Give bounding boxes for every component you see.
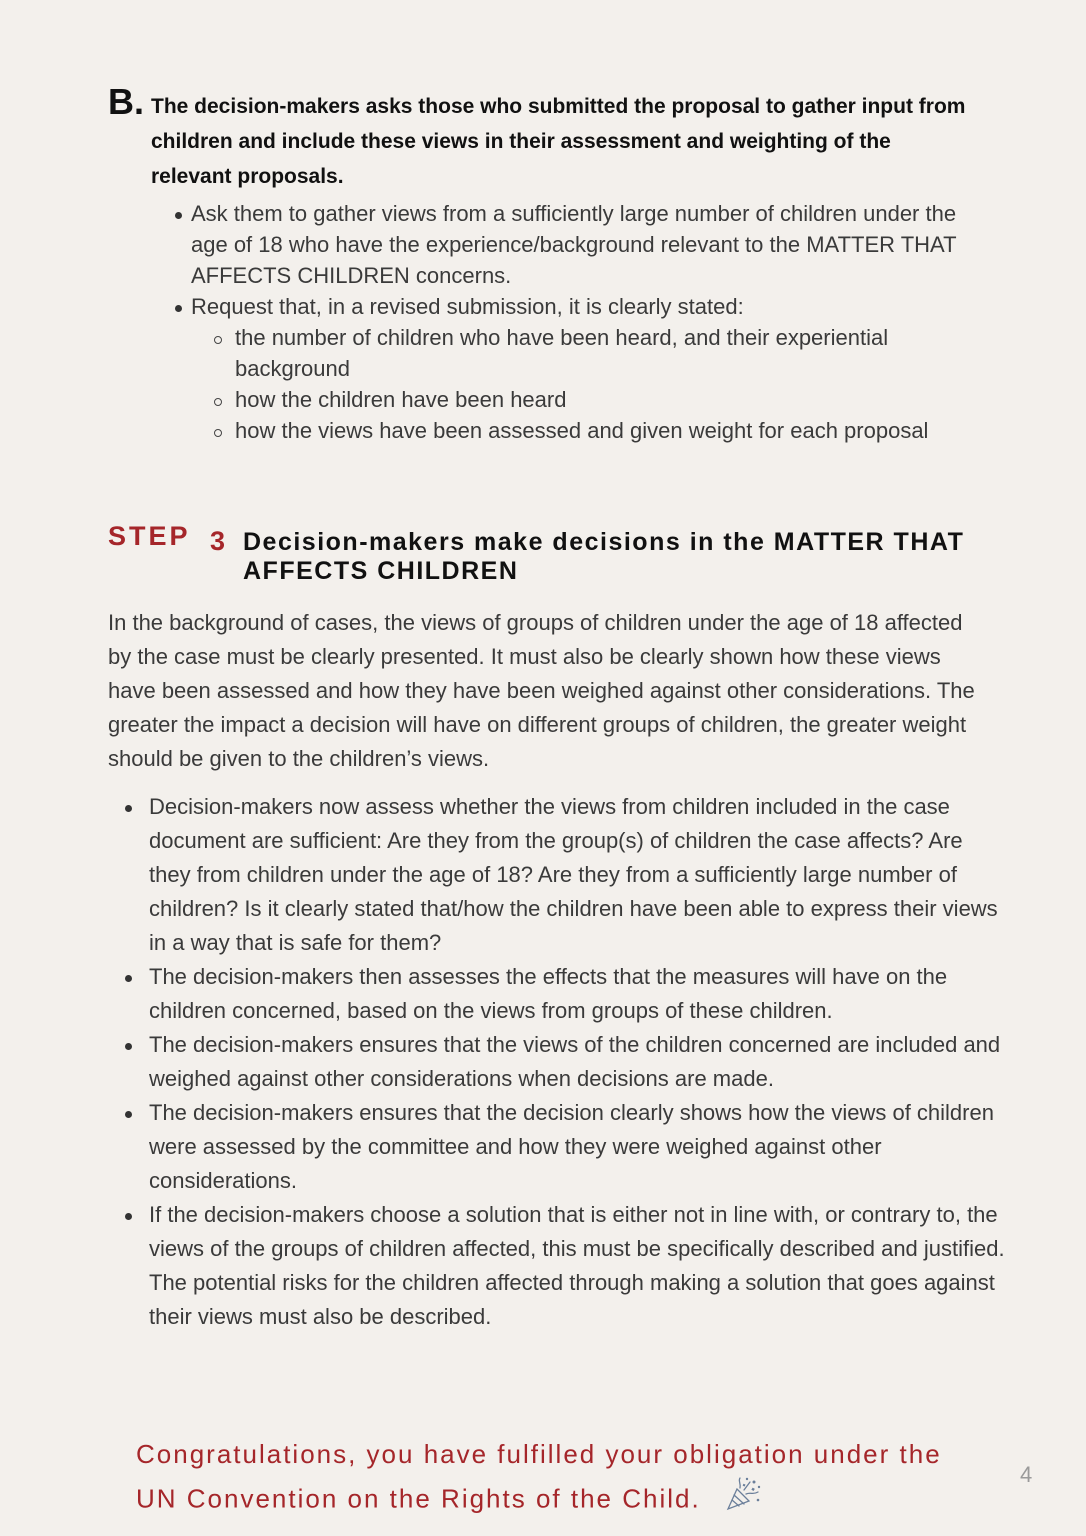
list-item: If the decision-makers choose a solution that is either not in line with, or contrary to, the views of the groups of children affected, this must be specifically described and justified. The potential risks for the children affected through making a solution that goes against their views must also be described. [108,1198,1008,1334]
section-b-letter: B. [108,81,144,122]
step-title: Decision-makers make decisions in the MATTER THAT AFFECTS CHILDREN [243,528,965,585]
step-intro-paragraph: In the background of cases, the views of groups of children under the age of 18 affected by the case must be clearly presented. It must also be clearly shown how these views have been assessed and how they have been weighed against other considerations. The greater the impact a decision will have on different groups of children, the greater weight should be given to the children’s views. [108,610,975,771]
list-item-text: Ask them to gather views from a sufficiently large number of children under the age of 18 who have the experience/background relevant to the MATTER THAT AFFECTS CHILDREN concerns. [191,201,957,288]
list-item: Decision-makers now assess whether the views from children included in the case document are sufficient: Are they from the group(s) of children the case affects? Are they from children under the age of 18? Are they from a sufficiently large number of children? Is it clearly stated that/how the children have been able to express their views in a way that is safe for them? [108,790,1008,960]
list-item: The decision-makers ensures that the views of the children concerned are included and weighed against other considerations when decisions are made. [108,1028,1008,1096]
list-item: The decision-makers then assesses the effects that the measures will have on the children concerned, based on the views from groups of these children. [108,960,1008,1028]
step-bullet-list [108,790,1008,1334]
congratulations-text: Congratulations, you have fulfilled your obligation under the UN Convention on the Rights of the Child. [136,1439,942,1514]
list-item-text: Request that, in a revised submission, it is clearly stated: [191,294,744,319]
list-item [174,198,974,291]
step-number: 3 [210,526,226,556]
sub-list-item: how the views have been assessed and given weight for each proposal [212,415,974,446]
step-label: STEP [108,521,191,551]
list-item: The decision-makers ensures that the decision clearly shows how the views of children were assessed by the committee and how they were weighed against other considerations. [108,1096,1008,1198]
section-b-list [174,198,974,446]
section-b-heading: The decision-makers asks those who submitted the proposal to gather input from children and include these views in their assessment and weighting of the relevant proposals. [151,95,966,188]
party-popper-icon [724,1476,764,1525]
page-number: 4 [1020,1462,1033,1487]
sub-list [191,322,974,446]
sub-list-item: the number of children who have been heard, and their experiential background [212,322,974,384]
list-item [174,291,974,446]
congratulations-message [136,1433,986,1525]
sub-list-item: how the children have been heard [212,384,974,415]
